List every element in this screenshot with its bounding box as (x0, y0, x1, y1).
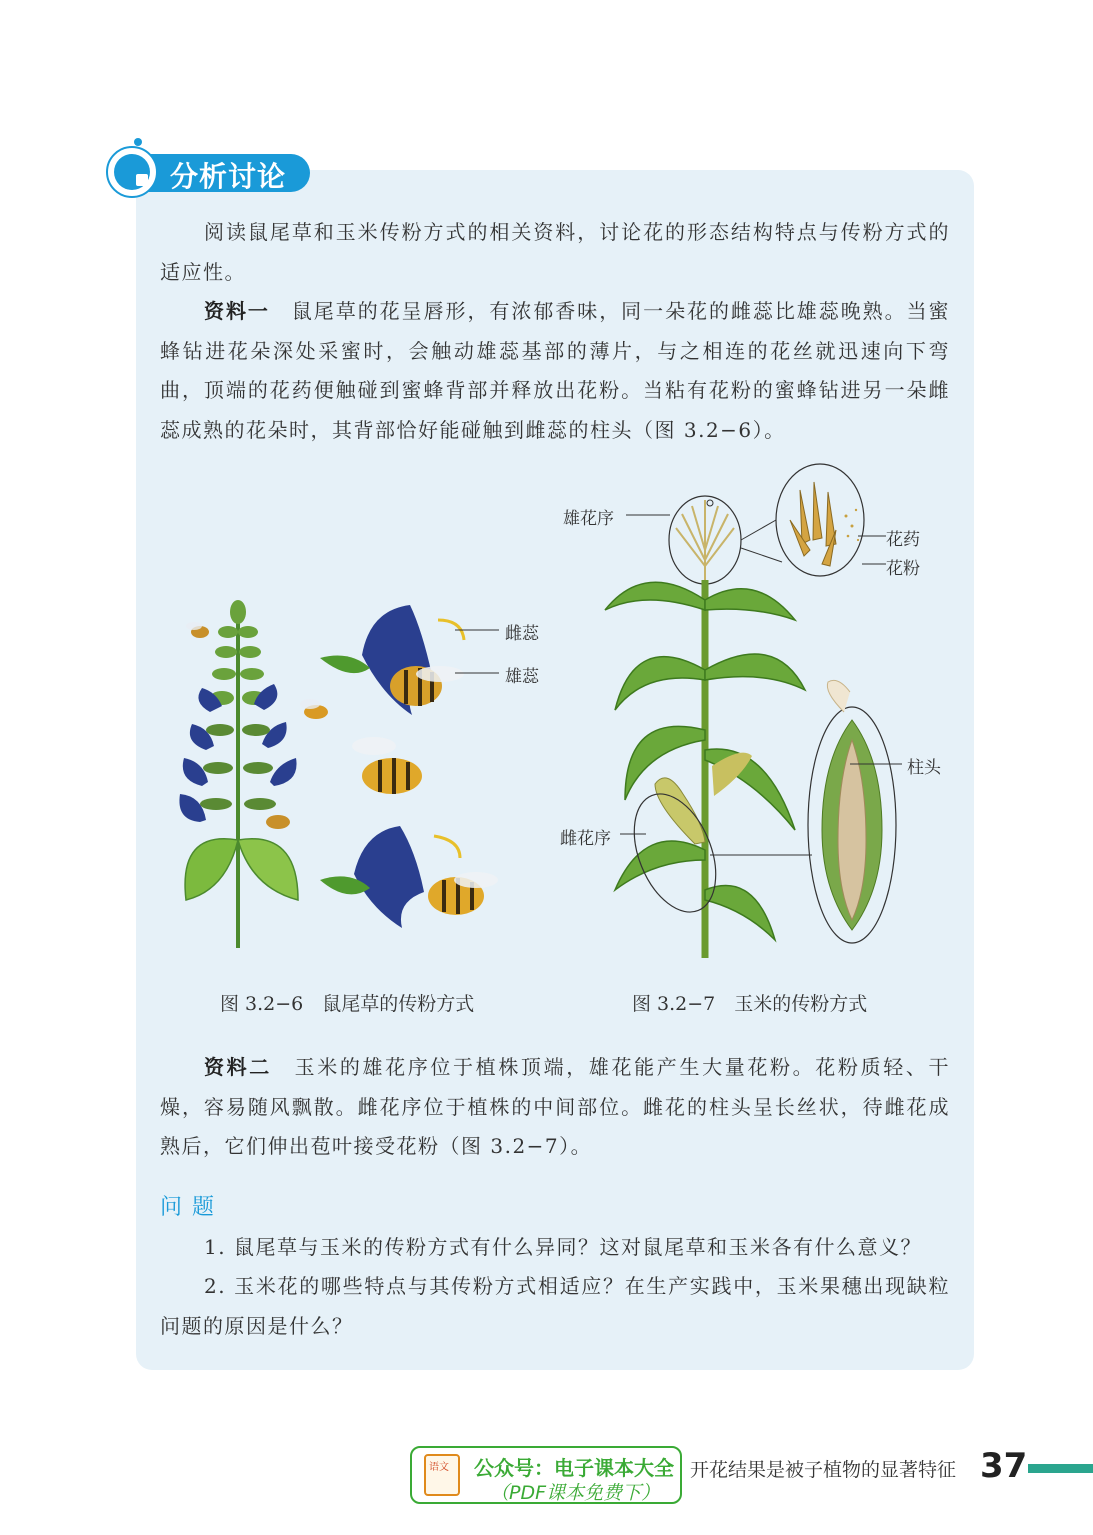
intro-paragraph: 阅读鼠尾草和玉米传粉方式的相关资料，讨论花的形态结构特点与传粉方式的适应性。 (160, 220, 950, 284)
pollen-label: 花粉 (886, 559, 920, 579)
material1-text: 鼠尾草的花呈唇形，有浓郁香味，同一朵花的雌蕊比雄蕊晚熟。当蜜蜂钻进花朵深处采蜜时，会触动雄蕊基部的薄片，与之相连的花丝就迅速向下弯曲，顶端的花药便触碰到蜜蜂背部并释放出花粉。当粘有花粉的蜜蜂钻进另一朵雌蕊成熟的花朵时，其背部恰好能碰触到雌蕊的柱头（图 3.2−6）。 (160, 299, 951, 442)
corn-leader-lines (600, 470, 900, 850)
stigma-label: 柱头 (907, 758, 941, 778)
material2-text: 玉米的雄花序位于植株顶端，雄花能产生大量花粉。花粉质轻、干燥，容易随风飘散。雌花序位于植株的中间部位。雌花的柱头呈长丝状，待雌花成熟后，它们伸出苞叶接受花粉（图 3.2−7）。 (160, 1055, 950, 1158)
page-number: 37 (980, 1446, 1028, 1486)
figure2-caption: 图 3.2−7 玉米的传粉方式 (632, 993, 868, 1015)
watermark-stamp (410, 1446, 682, 1504)
anther-label: 花药 (886, 530, 920, 550)
questions-heading: 问题 (160, 1195, 225, 1220)
stamen-label: 雄蕊 (505, 667, 539, 687)
book-icon: 语文 (424, 1454, 460, 1496)
material1-paragraph (160, 292, 950, 450)
question-1: 1. 鼠尾草与玉米的传粉方式有什么异同？这对鼠尾草和玉米各有什么意义？ (204, 1235, 922, 1259)
watermark-line2: （PDF课本免费下） (490, 1482, 661, 1504)
watermark-line1: 公众号：电子课本大全 (474, 1456, 674, 1480)
title-dot (134, 138, 142, 146)
material2-label: 资料二 (204, 1055, 272, 1079)
title-circle-icon (106, 146, 158, 198)
section-title: 分析讨论 (170, 160, 287, 193)
pistil-label: 雌蕊 (505, 624, 539, 644)
female-inflorescence-label: 雌花序 (560, 829, 611, 849)
male-inflorescence-label: 雄花序 (563, 509, 614, 529)
footer-bar (1028, 1464, 1093, 1473)
material2-paragraph (160, 1048, 950, 1167)
chapter-footer-text: 开花结果是被子植物的显著特征 (690, 1459, 957, 1481)
question-2: 2. 玉米花的哪些特点与其传粉方式相适应？在生产实践中，玉米果穗出现缺粒问题的原因是什么？ (160, 1274, 950, 1338)
pistil-leader-line (455, 625, 500, 680)
figure1-caption: 图 3.2−6 鼠尾草的传粉方式 (220, 993, 475, 1015)
material1-label: 资料一 (204, 299, 270, 323)
